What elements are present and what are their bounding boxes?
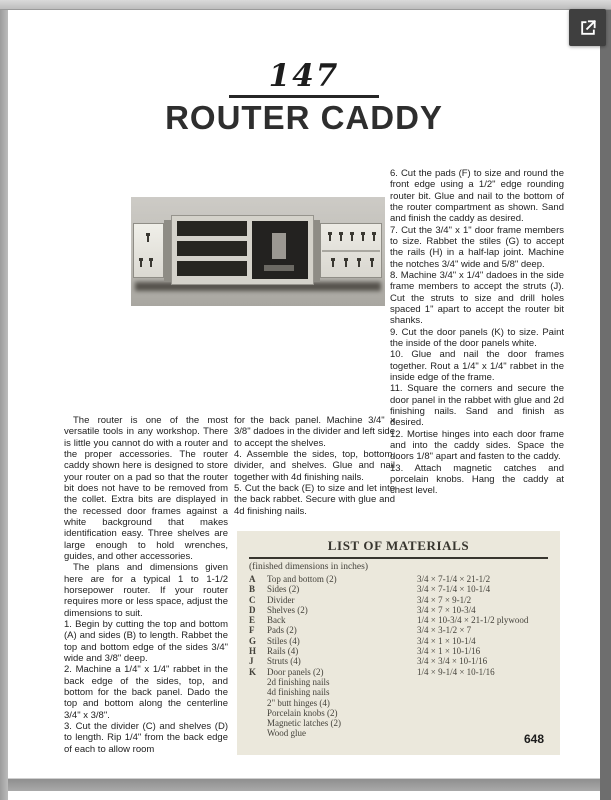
step-paragraph: 7. Cut the 3/4" x 1" door frame members to size. Rabbet the stiles (G) to accept the rails (H) in a half-lap joint. Machine the notches 3/4" wide and 5/8" deep. (390, 224, 564, 270)
part-name: Rails (4) (267, 646, 299, 657)
materials-rows (249, 574, 548, 739)
part-name: Sides (2) (267, 584, 300, 595)
part-dimensions (417, 718, 548, 728)
part-dimensions: 3/4 × 7 × 9-1/2 (417, 594, 472, 605)
part-name: 2" butt hinges (4) (267, 697, 330, 708)
materials-subtitle: (finished dimensions in inches) (249, 562, 368, 572)
part-letter: E (249, 615, 256, 626)
step-paragraph: 13. Attach magnetic catches and porcelain knobs. Hang the caddy at chest level. (390, 462, 564, 497)
part-letter: K (249, 666, 257, 677)
step-paragraph: 6. Cut the pads (F) to size and round the front edge using a 1/2" edge rounding router bit. Glue and nail to the bottom of the router compartment as shown. Sand and finish the caddy as desired. (390, 168, 564, 225)
part-name: Porcelain knobs (2) (267, 707, 338, 718)
router-bit-icon (345, 260, 347, 267)
step-paragraph: 5. Cut the back (E) to size and let into the back rabbet. Secure with glue and 4d finishing nails. (234, 482, 395, 517)
part-dimensions (417, 708, 548, 718)
step-paragraph: 4. Assemble the sides, top, bottom, divider, and shelves. Glue and nail together with 4d finishing nails. (234, 448, 395, 483)
part-name: Stiles (4) (267, 635, 300, 646)
part-name: 4d finishing nails (267, 687, 330, 698)
part-name: Magnetic latches (2) (267, 718, 341, 729)
router-bit-icon (358, 260, 360, 267)
step-paragraph: 10. Glue and nail the door frames together. Rout a 1/4" x 1/4" rabbet in the inside edge of the frame. (390, 349, 564, 383)
part-dimensions: 3/4 × 1 × 10-1/16 (417, 646, 481, 657)
part-letter (249, 728, 267, 738)
router-bit-icon (340, 234, 342, 241)
photo-right-door (320, 223, 382, 278)
body-paragraph: The router is one of the most versatile tools in any workshop. There is little you cannot do with a router and the proper accessories. The router caddy shown here is designed to store your router on a pad so that the router bit does not have to be removed from the collet. Extra bits are displayed in the recessed door frames against a white background that makes identification easy. Three shelves are large enough to hold wrenches, guides, and other accessories. (64, 415, 228, 562)
part-name: 2d finishing nails (267, 676, 330, 687)
page-title: ROUTER CADDY (165, 99, 443, 136)
router-bit-icon (150, 260, 152, 267)
photo-door-strut (322, 250, 380, 252)
materials-row (249, 687, 548, 697)
part-name: Wood glue (267, 728, 307, 739)
viewer-left-margin (0, 10, 8, 800)
materials-list-box (237, 531, 560, 755)
materials-row (249, 677, 548, 687)
part-letter (249, 677, 267, 687)
materials-row (249, 595, 548, 605)
part-name: Top and bottom (2) (267, 574, 337, 584)
part-dimensions: 3/4 × 7-1/4 × 21-1/2 (417, 574, 491, 584)
materials-row (249, 574, 548, 584)
part-letter: C (249, 594, 256, 605)
body-paragraph: for the back panel. Machine 3/4" x 3/8" dadoes in the divider and left side to accept the shelves. (234, 415, 395, 449)
text-column-left (64, 415, 228, 755)
materials-row (249, 718, 548, 728)
router-bit-icon (332, 260, 334, 267)
part-dimensions: 3/4 × 3/4 × 10-1/16 (417, 656, 488, 667)
step-paragraph: 12. Mortise hinges into each door frame and into the caddy sides. Space the doors 1/8" apart and fasten to the caddy. (390, 428, 564, 463)
part-dimensions: 3/4 × 1 × 10-1/4 (417, 635, 476, 646)
router-bit-icon (140, 260, 142, 267)
part-letter: J (249, 656, 254, 667)
part-letter: D (249, 604, 256, 615)
photo-router-compartment (252, 221, 308, 279)
materials-row (249, 656, 548, 666)
router-bit-icon (362, 234, 364, 241)
part-name: Struts (4) (267, 656, 301, 667)
router-bit-icon (373, 234, 375, 241)
part-dimensions: 3/4 × 3-1/2 × 7 (417, 625, 472, 636)
part-letter: A (249, 574, 256, 584)
photo-left-hinge (164, 220, 171, 282)
materials-row (249, 625, 548, 635)
router-bit-icon (329, 234, 331, 241)
router-bit-icon (147, 235, 149, 242)
photo-router (272, 233, 286, 259)
part-letter (249, 698, 267, 708)
part-dimensions (417, 687, 548, 697)
photo-left-door (133, 223, 164, 278)
part-dimensions: 3/4 × 7-1/4 × 10-1/4 (417, 584, 491, 595)
materials-row (249, 615, 548, 625)
part-dimensions: 1/4 × 9-1/4 × 10-1/16 (417, 666, 495, 677)
part-dimensions (417, 677, 548, 687)
materials-row (249, 636, 548, 646)
part-letter: G (249, 635, 257, 646)
materials-row (249, 728, 548, 738)
part-name: Pads (2) (267, 625, 297, 636)
materials-row (249, 584, 548, 594)
body-paragraph: The plans and dimensions given here are for a typical 1 to 1-1/2 horsepower router. If your router requires more or less space, adjust the dimensions to suit. (64, 562, 228, 619)
photo-router-pad (264, 265, 294, 271)
photo-shelf-compartment (177, 221, 247, 236)
open-external-button[interactable] (569, 9, 606, 46)
router-bit-icon (371, 260, 373, 267)
part-name: Door panels (2) (267, 666, 324, 677)
text-column-right (390, 168, 564, 497)
viewer-right-margin (600, 10, 611, 800)
next-page-edge (8, 791, 600, 800)
document-page (8, 10, 600, 778)
page-number: 648 (523, 732, 544, 746)
materials-row (249, 698, 548, 708)
step-paragraph: 3. Cut the divider (C) and shelves (D) to length. Rip 1/4" from the back edge of each to allow room (64, 720, 228, 755)
part-name: Back (267, 615, 286, 626)
part-name: Divider (267, 594, 295, 605)
text-column-middle (234, 415, 395, 517)
step-paragraph: 8. Machine 3/4" x 1/4" dadoes in the side frame members to accept the struts (J). Cut the struts to size and drill holes spaced 1" apart to accept the router bit shanks. (390, 269, 564, 327)
photo-cabinet (171, 215, 314, 285)
part-letter: H (249, 646, 257, 657)
plan-number: 147 (229, 58, 380, 98)
part-dimensions: 1/4 × 10-3/4 × 21-1/2 plywood (417, 615, 529, 626)
part-dimensions: 3/4 × 7 × 10-3/4 (417, 604, 476, 615)
page-header (8, 58, 600, 137)
viewer-top-bar (0, 0, 611, 10)
materials-row (249, 605, 548, 615)
materials-row (249, 646, 548, 656)
open-external-icon (578, 18, 598, 38)
materials-row (249, 667, 548, 677)
part-letter (249, 687, 267, 697)
page-separator (8, 778, 600, 791)
part-letter: F (249, 625, 255, 636)
part-dimensions (417, 698, 548, 708)
caddy-photo (131, 197, 385, 306)
photo-shelf-compartment (177, 261, 247, 276)
step-paragraph: 9. Cut the door panels (K) to size. Paint the inside of the door panels white. (390, 326, 564, 349)
step-paragraph: 2. Machine a 1/4" x 1/4" rabbet in the back edge of the sides, top, and bottom for the back panel. Dado the top and bottom along the centerline 3/4" x 3/8". (64, 664, 228, 721)
part-letter (249, 718, 267, 728)
part-letter: B (249, 584, 256, 595)
step-paragraph: 1. Begin by cutting the top and bottom (A) and sides (B) to length. Rabbet the top and bottom edge of the sides 3/4" wide and 3/8" deep. (64, 618, 228, 664)
step-paragraph: 11. Square the corners and secure the door panel in the rabbet with glue and 2d finishing nails. Sand and finish as desired. (390, 383, 564, 429)
photo-shelf-compartment (177, 241, 247, 256)
materials-row (249, 708, 548, 718)
router-bit-icon (351, 234, 353, 241)
part-letter (249, 708, 267, 718)
materials-title: LIST OF MATERIALS (249, 538, 548, 559)
part-name: Shelves (2) (267, 604, 308, 615)
